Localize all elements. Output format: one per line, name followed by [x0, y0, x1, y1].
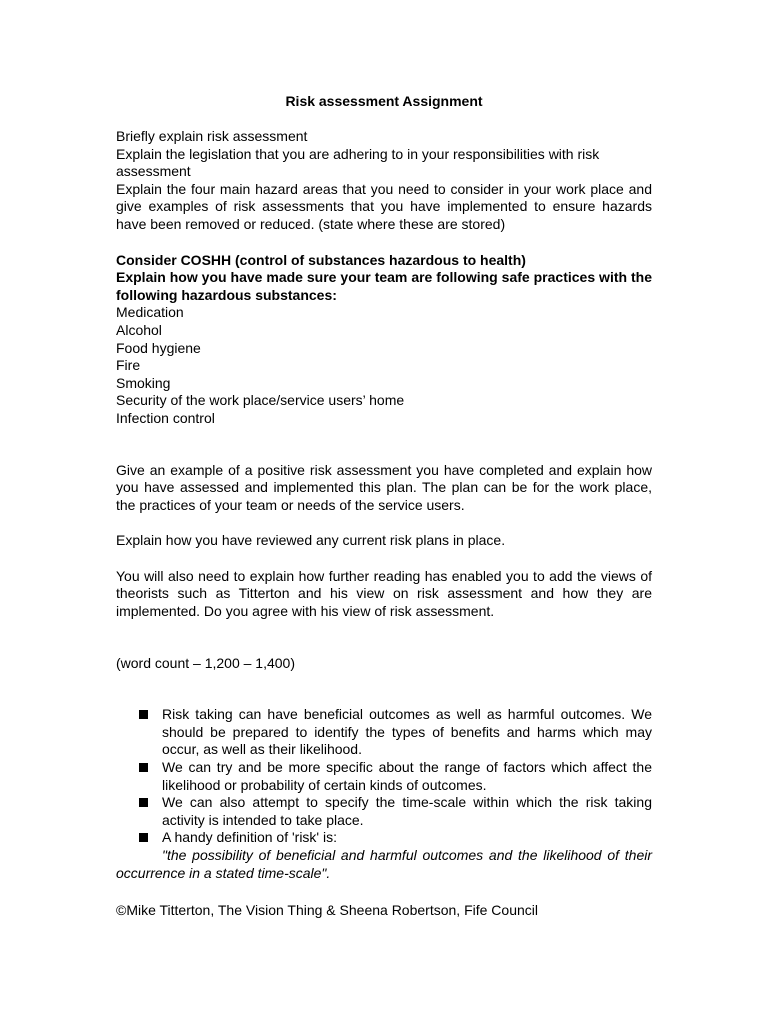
intro-section [116, 128, 652, 234]
square-bullet-icon [139, 798, 148, 807]
bullet-text: We can also attempt to specify the time-scale within which the risk taking activity is intended to take place. [162, 794, 652, 828]
intro-line-2: Explain the legislation that you are adhering to in your responsibilities with risk assessment [116, 145, 600, 180]
list-item [116, 759, 652, 794]
substance-item: Medication [116, 304, 184, 321]
square-bullet-icon [139, 710, 148, 719]
further-reading-paragraph: You will also need to explain how further reading has enabled you to add the views of theorists such as Titterton and his view on risk assessment and how they are implemented. Do you agree with his view of risk assessment. [116, 567, 652, 620]
intro-line-3: Explain the four main hazard areas that you need to consider in your work place and give examples of risk assessments that you have implemented to ensure hazards have been removed or reduced. (state where these are stored) [116, 180, 652, 232]
substance-item: Fire [116, 357, 141, 374]
bullet-text: We can try and be more specific about the range of factors which affect the likelihood or probability of certain kinds of outcomes. [162, 759, 652, 793]
risk-bullet-list [116, 706, 652, 847]
review-paragraph: Explain how you have reviewed any current risk plans in place. [116, 532, 506, 549]
square-bullet-icon [139, 763, 148, 772]
coshh-section [116, 252, 652, 428]
list-item [116, 706, 652, 759]
positive-risk-paragraph: Give an example of a positive risk assessment you have completed and explain how you have assessed and implemented this plan. The plan can be for the work place, the practices of your team or needs of the service users. [116, 461, 652, 513]
coshh-heading: Consider COSHH (control of substances hazardous to health) [116, 251, 526, 268]
page-title: Risk assessment Assignment [285, 93, 483, 109]
list-item [116, 794, 652, 829]
list-item [116, 829, 652, 847]
substance-item: Alcohol [116, 321, 162, 338]
bullet-text: Risk taking can have beneficial outcomes as well as harmful outcomes. We should be prepared to identify the types of benefits and harms which may occur, as well as their likelihood. [162, 706, 652, 758]
document-page [116, 93, 652, 920]
substance-item: Food hygiene [116, 339, 201, 356]
substance-item: Infection control [116, 409, 215, 426]
risk-definition-quote: "the possibility of beneficial and harmful outcomes and the likelihood of their occurrence in a stated time-scale". [116, 847, 652, 881]
substance-item: Smoking [116, 374, 171, 391]
square-bullet-icon [139, 833, 148, 842]
bullet-text: A handy definition of 'risk' is: [162, 829, 337, 846]
word-count: (word count – 1,200 – 1,400) [116, 654, 296, 671]
copyright-notice: ©Mike Titterton, The Vision Thing & Sheena Robertson, Fife Council [116, 902, 538, 919]
substance-item: Security of the work place/service users’ home [116, 392, 405, 409]
intro-line-1: Briefly explain risk assessment [116, 128, 308, 144]
coshh-subheading: Explain how you have made sure your team are following safe practices with the following hazardous substances: [116, 269, 652, 303]
